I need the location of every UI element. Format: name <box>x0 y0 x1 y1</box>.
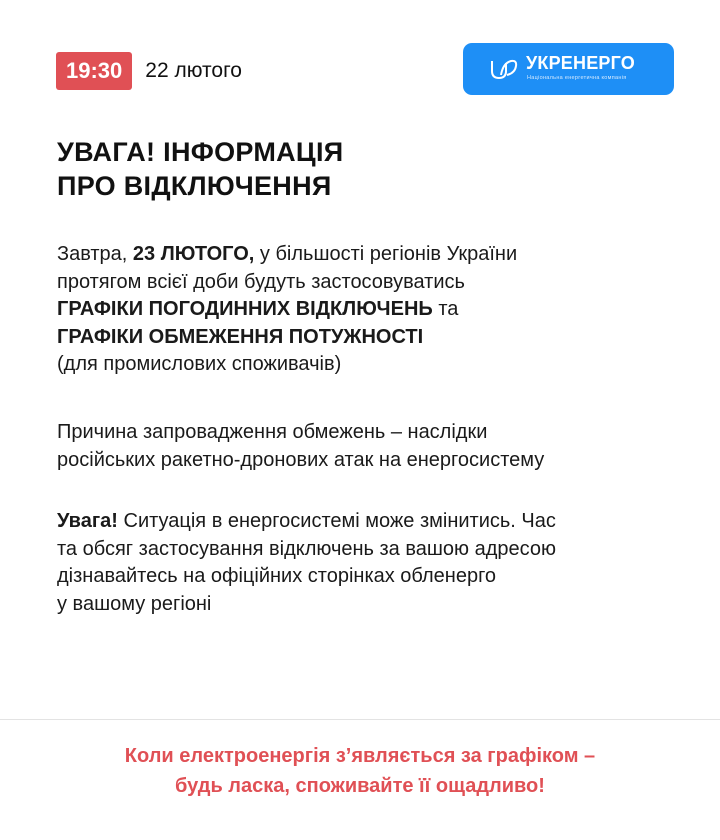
announcement-line-5: (для промислових споживачів) <box>57 353 342 375</box>
announcement-line-3 <box>57 296 517 324</box>
title-line-2: ПРО ВІДКЛЮЧЕННЯ <box>57 171 332 201</box>
announcement-line-1 <box>57 241 517 269</box>
text-segment: Ситуація в енергосистемі може змінитись. Час <box>117 510 556 532</box>
header <box>56 52 242 90</box>
warning-line-1 <box>57 508 556 536</box>
hourly-outages-emphasis: ГРАФІКИ ПОГОДИННИХ ВІДКЛЮЧЕНЬ <box>57 298 433 320</box>
announcement-line-2: протягом всієї доби будуть застосовуватись <box>57 270 465 293</box>
warning-paragraph <box>57 508 556 618</box>
reason-paragraph <box>57 419 544 474</box>
logo-subtitle: Національна енергетична компанія <box>527 75 627 81</box>
schedule-announcement <box>57 241 517 379</box>
date-label: 22 лютого <box>145 59 242 82</box>
footer-line-2: будь ласка, споживайте її ощадливо! <box>175 775 545 797</box>
text-segment: та <box>432 298 459 320</box>
footer-message <box>0 741 720 801</box>
title-line-1: УВАГА! ІНФОРМАЦІЯ <box>57 137 344 167</box>
date-emphasis: 23 ЛЮТОГО, <box>132 243 255 265</box>
footer-line-1: Коли електроенергія з’являється за графіком – <box>124 745 596 767</box>
ukrenergo-mark-icon <box>489 57 519 81</box>
warning-emphasis: Увага! <box>57 510 118 532</box>
reason-line-2: російських ракетно-дронових атак на енергосистему <box>57 448 545 471</box>
page-title <box>57 135 343 203</box>
warning-line-4: у вашому регіоні <box>57 592 212 615</box>
logo-name: УКРЕНЕРГО <box>526 53 635 73</box>
time-badge: 19:30 <box>56 52 132 90</box>
power-limits-emphasis: ГРАФІКИ ОБМЕЖЕННЯ ПОТУЖНОСТІ <box>57 325 424 348</box>
text-segment: Завтра, <box>57 243 133 265</box>
warning-line-2: та обсяг застосування відключень за вашою адресою <box>57 537 556 560</box>
ukrenergo-logo <box>463 43 674 95</box>
text-segment: у більшості регіонів України <box>254 243 518 265</box>
announcement-line-4 <box>57 324 517 352</box>
warning-line-3: дізнавайтесь на офіційних сторінках обленерго <box>57 565 497 587</box>
footer-divider <box>0 719 720 720</box>
reason-line-1: Причина запровадження обмежень – наслідки <box>57 421 488 443</box>
